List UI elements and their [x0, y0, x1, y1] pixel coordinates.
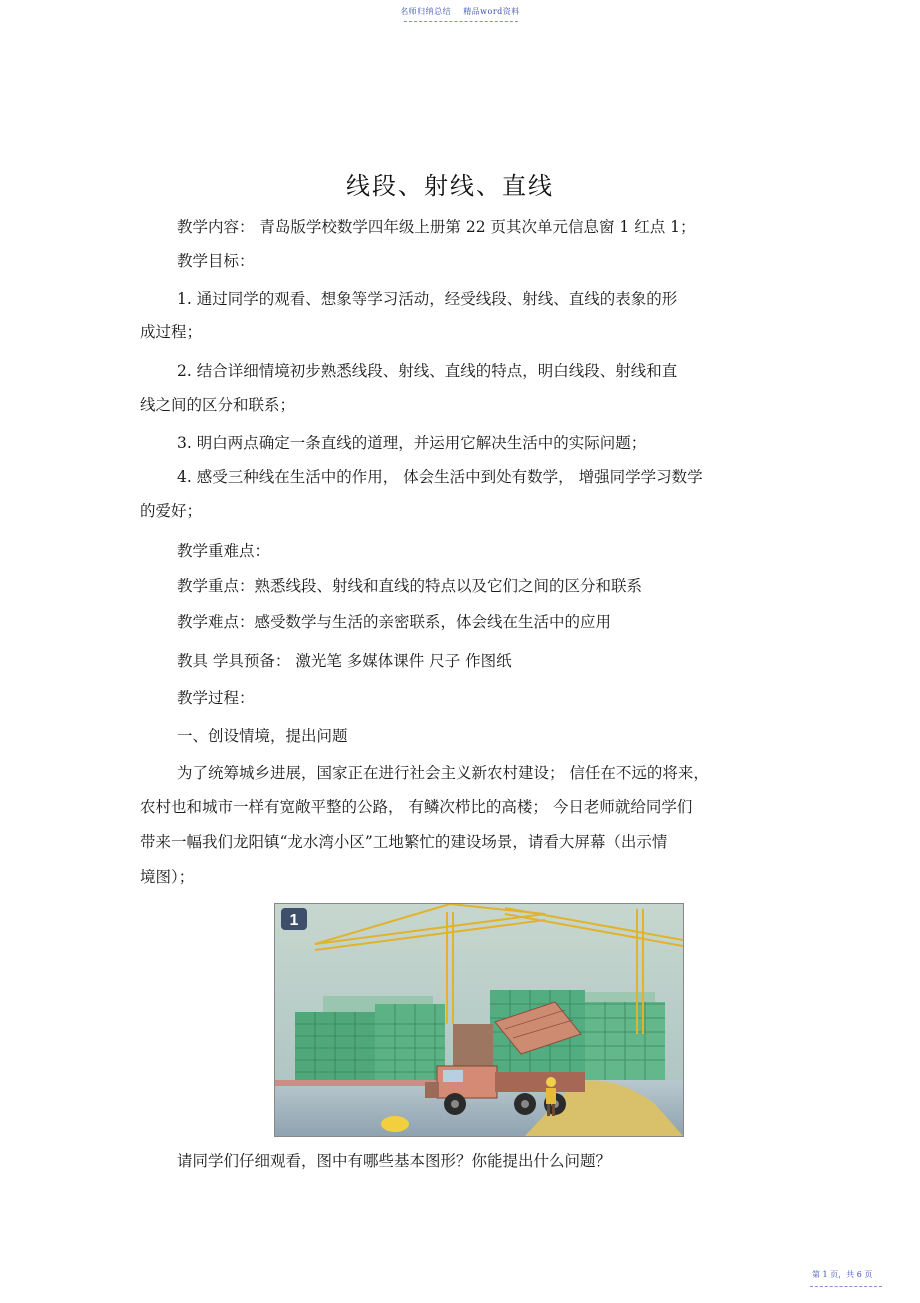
teaching-content-line: 教学内容： 青岛版学校数学四年级上册第 22 页其次单元信息窗 1 红点 1； — [177, 218, 696, 236]
goal-1-line-2: 成过程； — [140, 323, 203, 341]
document-title: 线段、射线、直线 — [346, 172, 554, 200]
figure-badge-number: 1 — [289, 912, 299, 929]
goals-heading: 教学目标： — [177, 252, 255, 270]
header-divider — [404, 21, 518, 22]
goal-3-line: 3. 明白两点确定一条直线的道理，并运用它解决生活中的实际问题； — [177, 434, 647, 452]
paragraph-line-1: 为了统筹城乡进展，国家正在进行社会主义新农村建设； 信任在不远的将来， — [177, 764, 709, 782]
paragraph-line-2: 农村也和城市一样有宽敞平整的公路， 有鳞次栉比的高楼； 今日老师就给同学们 — [140, 798, 693, 816]
goal-2-line-2: 线之间的区分和联系； — [140, 396, 296, 414]
green-building-left — [295, 1004, 445, 1084]
section-1-heading: 一、创设情境，提出问题 — [177, 727, 348, 745]
paragraph-line-3: 带来一幅我们龙阳镇“龙水湾小区”工地繁忙的建设场景，请看大屏幕（出示情 — [140, 833, 668, 851]
goal-1-line-1: 1. 通过同学的观看、想象等学习活动，经受线段、射线、直线的表象的形 — [177, 290, 678, 308]
difficult-point-line: 教学难点：感受数学与生活的亲密联系，体会线在生活中的应用 — [177, 613, 612, 631]
goal-4-line-1: 4. 感受三种线在生活中的作用， 体会生活中到处有数学， 增强同学学习数学 — [177, 468, 703, 486]
key-point-line: 教学重点：熟悉线段、射线和直线的特点以及它们之间的区分和联系 — [177, 577, 643, 595]
question-line: 请同学们仔细观看，图中有哪些基本图形？你能提出什么问题？ — [177, 1152, 612, 1170]
goal-2-line-1: 2. 结合详细情境初步熟悉线段、射线、直线的特点，明白线段、射线和直 — [177, 362, 678, 380]
header-left-text: 名师归纳总结 — [400, 7, 452, 16]
page-header — [0, 6, 920, 17]
process-heading: 教学过程： — [177, 689, 255, 707]
key-points-heading: 教学重难点： — [177, 542, 271, 560]
construction-scene-image — [274, 903, 684, 1137]
page-footer: 第 1 页，共 6 页 — [812, 1270, 873, 1279]
header-right-text: 精品word资料 — [463, 7, 520, 16]
paragraph-line-4: 境图）； — [140, 868, 195, 886]
goal-4-line-2: 的爱好； — [140, 502, 203, 520]
footer-divider — [810, 1286, 882, 1287]
teaching-tools-line: 教具 学具预备： 激光笔 多媒体课件 尺子 作图纸 — [177, 652, 512, 670]
